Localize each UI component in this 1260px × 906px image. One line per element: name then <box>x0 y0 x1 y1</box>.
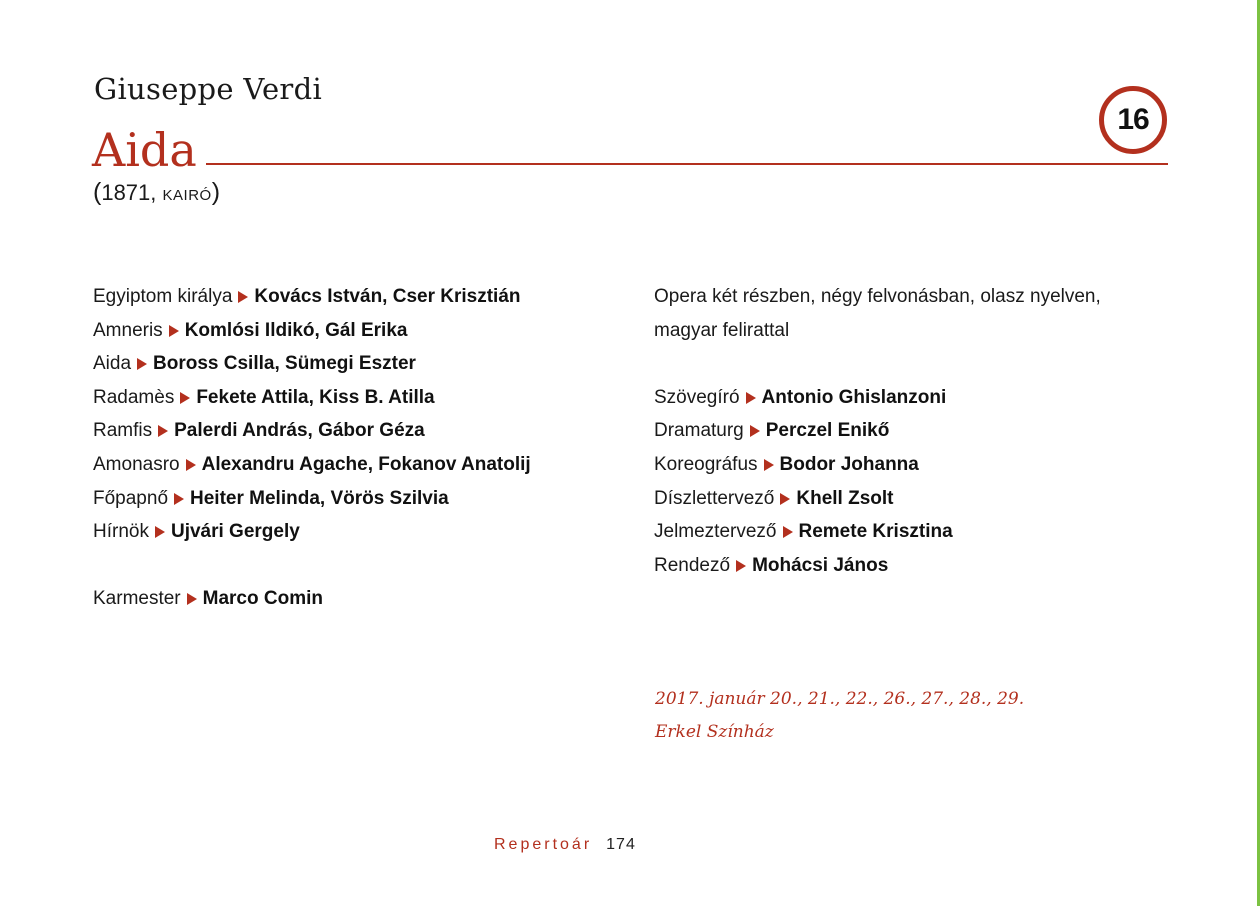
opera-title: Aida <box>92 123 197 177</box>
arrow-right-icon <box>180 392 190 404</box>
description-line: Opera két részben, négy felvonásban, olasz nyelven, <box>654 286 1101 307</box>
premiere-paren-close: ) <box>211 178 221 206</box>
spacer <box>93 549 531 583</box>
arrow-right-icon <box>238 291 248 303</box>
arrow-right-icon <box>780 493 790 505</box>
creator-row <box>654 414 1101 448</box>
title-divider <box>206 163 1168 165</box>
footer-section-label: Repertoár <box>494 836 593 853</box>
arrow-right-icon <box>736 560 746 572</box>
performer-names: Marco Comin <box>202 588 323 610</box>
performer-names: Heiter Melinda, Vörös Szilvia <box>190 487 449 509</box>
arrow-right-icon <box>746 392 756 404</box>
premiere-info <box>93 178 220 207</box>
arrow-right-icon <box>169 325 179 337</box>
page-number: 174 <box>606 836 636 853</box>
cast-row <box>93 448 531 482</box>
conductor-row <box>93 582 531 616</box>
performer-names: Alexandru Agache, Fokanov Anatolij <box>201 453 531 475</box>
role-label: Díszlettervező <box>654 487 775 509</box>
role-label: Rendező <box>654 554 731 576</box>
cast-row <box>93 515 531 549</box>
role-label: Dramaturg <box>654 420 744 442</box>
creator-name: Antonio Ghislanzoni <box>761 386 947 408</box>
performer-names: Kovács István, Cser Krisztián <box>254 286 521 307</box>
arrow-right-icon <box>155 526 165 538</box>
arrow-right-icon <box>783 526 793 538</box>
creator-name: Perczel Enikő <box>765 420 890 442</box>
creator-name: Remete Krisztina <box>798 521 953 543</box>
premiere-paren-open: ( <box>93 178 102 206</box>
role-label: Ramfis <box>93 420 153 442</box>
role-label: Amneris <box>93 319 163 341</box>
performance-venue: Erkel Színház <box>655 722 774 742</box>
cast-row <box>93 381 531 415</box>
cast-row <box>93 314 531 348</box>
arrow-right-icon <box>174 493 184 505</box>
performer-names: Ujvári Gergely <box>170 521 300 543</box>
role-label: Jelmeztervező <box>654 521 777 543</box>
performer-names: Palerdi András, Gábor Géza <box>174 420 425 442</box>
arrow-right-icon <box>764 459 774 471</box>
performer-names: Boross Csilla, Sümegi Eszter <box>153 353 416 375</box>
premiere-year: 1871, <box>101 180 157 205</box>
arrow-right-icon <box>186 459 196 471</box>
page-footer <box>494 836 636 854</box>
arrow-right-icon <box>137 358 147 370</box>
role-label: Egyiptom királya <box>93 286 233 307</box>
premiere-city: KAIRÓ <box>162 187 212 204</box>
role-label: Koreográfus <box>654 453 758 475</box>
performer-names: Komlósi Ildikó, Gál Erika <box>184 319 408 341</box>
age-rating-value: 16 <box>1117 103 1149 136</box>
role-label: Aida <box>93 353 132 375</box>
performance-dates: 2017. január 20., 21., 22., 26., 27., 28., 29. <box>655 689 1025 709</box>
arrow-right-icon <box>158 425 168 437</box>
role-label: Karmester <box>93 588 181 610</box>
cast-row <box>93 347 531 381</box>
creator-row <box>654 482 1101 516</box>
cast-row <box>93 280 531 314</box>
production-info <box>654 280 1101 582</box>
spacer <box>654 347 1101 381</box>
role-label: Amonasro <box>93 453 180 475</box>
role-label: Radamès <box>93 386 175 408</box>
creator-row <box>654 549 1101 583</box>
arrow-right-icon <box>750 425 760 437</box>
role-label: Hírnök <box>93 521 149 543</box>
creator-name: Khell Zsolt <box>796 487 894 509</box>
description-line: magyar felirattal <box>654 319 790 341</box>
role-label: Szövegíró <box>654 386 740 408</box>
cast-list <box>93 280 531 616</box>
age-rating-badge <box>1099 86 1167 154</box>
composer-name: Giuseppe Verdi <box>94 72 323 106</box>
arrow-right-icon <box>187 593 197 605</box>
creator-name: Mohácsi János <box>752 554 889 576</box>
creator-row <box>654 448 1101 482</box>
performer-names: Fekete Attila, Kiss B. Atilla <box>196 386 435 408</box>
creator-row <box>654 515 1101 549</box>
cast-row <box>93 414 531 448</box>
creator-name: Bodor Johanna <box>779 453 919 475</box>
performance-info <box>655 683 1024 749</box>
role-label: Főpapnő <box>93 487 169 509</box>
cast-row <box>93 482 531 516</box>
creator-row <box>654 381 1101 415</box>
